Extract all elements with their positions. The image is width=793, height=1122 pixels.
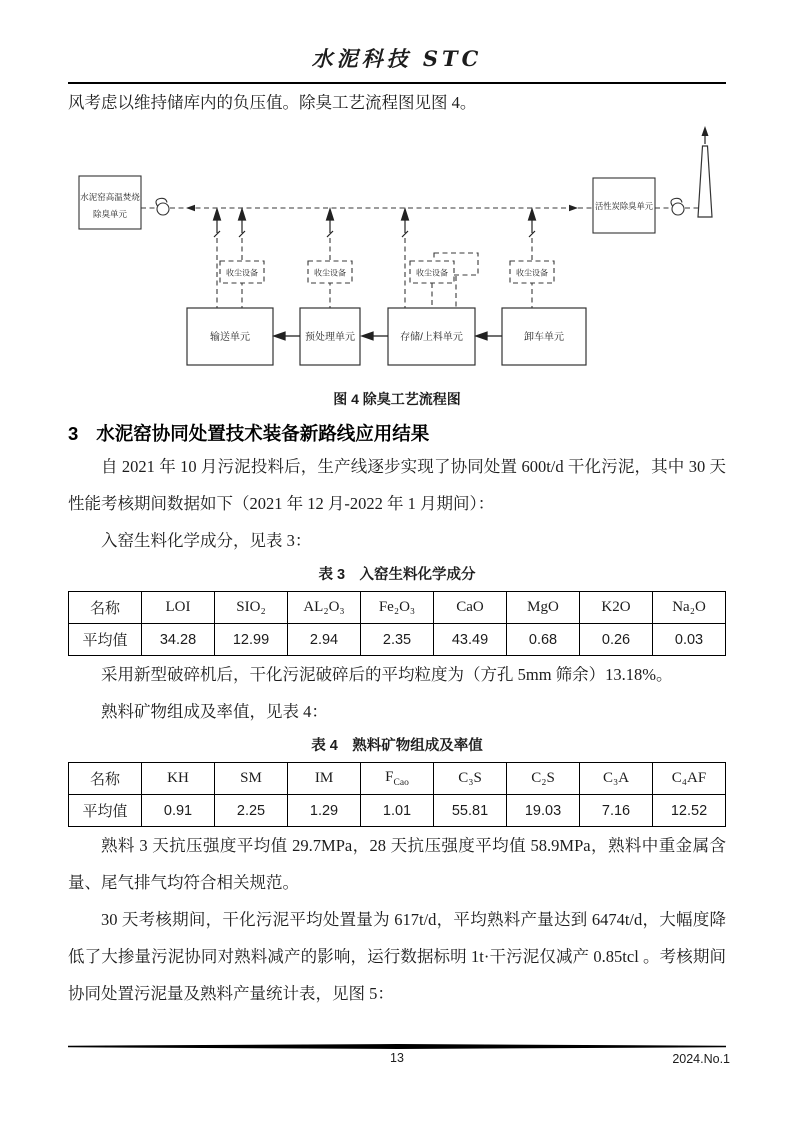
svg-text:输送单元: 输送单元 [210, 332, 250, 343]
dust-collector-labels [226, 268, 548, 278]
table3-value-al2o3: 2.94 [288, 624, 361, 656]
table3-header-al2o3: AL₂O₃ [288, 592, 361, 624]
table4-value-kh: 0.91 [142, 795, 215, 827]
intro-paragraph: 风考虑以维持储库内的负压值。除臭工艺流程图见图 4。 [68, 93, 477, 112]
table4-row-label: 平均值 [69, 795, 142, 827]
svg-text:收尘设备: 收尘设备 [416, 268, 448, 278]
table3-value-na2o: 0.03 [653, 624, 726, 656]
table3-header-na2o: Na₂O [653, 592, 726, 624]
activated-carbon-unit [593, 178, 655, 233]
table4-value-im: 1.29 [288, 795, 361, 827]
table4-value-c4af: 12.52 [653, 795, 726, 827]
svg-text:收尘设备: 收尘设备 [226, 268, 258, 278]
table4-header-row [69, 763, 726, 795]
svg-text:收尘设备: 收尘设备 [314, 268, 346, 278]
issue-number: 2024.No.1 [672, 1052, 730, 1066]
table4-value-fcao: 1.01 [361, 795, 434, 827]
svg-text:卸车单元: 卸车单元 [524, 332, 564, 343]
deodorization-flow-diagram [60, 120, 740, 388]
table4-header-c3a: C₃A [580, 763, 653, 795]
section-title: 水泥窑协同处置技术装备新路线应用结果 [96, 423, 430, 444]
table4-value-c3a: 7.16 [580, 795, 653, 827]
table4-header-kh: KH [142, 763, 215, 795]
table4-header-sm: SM [215, 763, 288, 795]
paragraph-performance-period: 自 2021 年 10 月污泥投料后，生产线逐步实现了协同处置 600t/d 干化污泥，其中 30 天性能考核期间数据如下（2021 年 12 月-2022 年 1 月期间）： [68, 457, 726, 513]
page-number: 13 [390, 1051, 404, 1065]
table4-caption: 表 4 熟料矿物组成及率值 [311, 738, 483, 754]
svg-text:存储/上料单元: 存储/上料单元 [400, 332, 463, 343]
table3-value-k2o: 0.26 [580, 624, 653, 656]
table4-header-c2s: C₂S [507, 763, 580, 795]
table3-value-sio2: 12.99 [215, 624, 288, 656]
table4-header-name: 名称 [69, 763, 142, 795]
figure4-caption: 图 4 除臭工艺流程图 [333, 391, 461, 407]
svg-text:收尘设备: 收尘设备 [516, 268, 548, 278]
table3-value-fe2o3: 2.35 [361, 624, 434, 656]
table3-value-mgo: 0.68 [507, 624, 580, 656]
page-footer [68, 1044, 730, 1071]
table4-value-sm: 2.25 [215, 795, 288, 827]
table3-header-mgo: MgO [507, 592, 580, 624]
footer-rule [68, 1044, 726, 1049]
svg-text:水泥窑高温焚烧: 水泥窑高温焚烧 [80, 192, 140, 202]
table4-header-im: IM [288, 763, 361, 795]
table4-header-c4af: C₄AF [653, 763, 726, 795]
fan-icon [156, 198, 169, 215]
table4-header-c3s: C₃S [434, 763, 507, 795]
journal-header-title: 水泥科技 STC [311, 46, 483, 71]
chimney-stack [698, 126, 712, 217]
table3-header-loi: LOI [142, 592, 215, 624]
section3-heading [68, 420, 726, 448]
paragraph-table3-intro: 入窑生料化学成分，见表 3： [101, 531, 312, 550]
figure4-diagram [68, 120, 726, 388]
svg-text:活性炭除臭单元: 活性炭除臭单元 [594, 201, 654, 211]
svg-text:除臭单元: 除臭单元 [92, 209, 128, 219]
kiln-deodorization-unit [79, 176, 141, 229]
fan-icon [671, 198, 684, 215]
svg-text:预处理单元: 预处理单元 [305, 332, 355, 343]
table3-header-sio2: SIO₂ [215, 592, 288, 624]
table3-data-row [69, 624, 726, 656]
paragraph-strength: 熟料 3 天抗压强度平均值 29.7MPa，28 天抗压强度平均值 58.9MPa，熟料中重金属含量、尾气排气均符合相关规范。 [68, 836, 726, 892]
table4-value-c3s: 55.81 [434, 795, 507, 827]
table3-header-cao: CaO [434, 592, 507, 624]
table3-row-label: 平均值 [69, 624, 142, 656]
table4-header-fcao: $F_{Cao}$ [361, 763, 434, 795]
paragraph-crusher: 采用新型破碎机后，干化污泥破碎后的平均粒度为（方孔 5mm 筛余）13.18%。 [101, 665, 673, 684]
table4-clinker-minerals [68, 762, 726, 827]
table4-data-row [69, 795, 726, 827]
up-arrows [214, 209, 536, 237]
paragraph-assessment: 30 天考核期间，干化污泥平均处置量为 617t/d，平均熟料产量达到 6474t/d，大幅度降低了大掺量污泥协同对熟料减产的影响，运行数据标明 1t·干污泥仅减产 0.85tcl 。考核期间协同处置污泥量及熟料产量统计表，见图 5： [68, 910, 726, 1003]
paragraph-table4-intro: 熟料矿物组成及率值，见表 4： [101, 702, 328, 721]
section-number: 3 [68, 423, 79, 444]
table3-caption: 表 3 入窑生料化学成分 [318, 567, 476, 583]
dust-collector-boxes [220, 253, 554, 283]
table3-header-row [69, 592, 726, 624]
table3-header-k2o: K2O [580, 592, 653, 624]
table3-header-name: 名称 [69, 592, 142, 624]
table3-value-loi: 34.28 [142, 624, 215, 656]
header-rule [68, 82, 726, 84]
table4-value-c2s: 19.03 [507, 795, 580, 827]
table3-header-fe2o3: Fe₂O₃ [361, 592, 434, 624]
table3-raw-meal-composition [68, 591, 726, 656]
table3-value-cao: 43.49 [434, 624, 507, 656]
